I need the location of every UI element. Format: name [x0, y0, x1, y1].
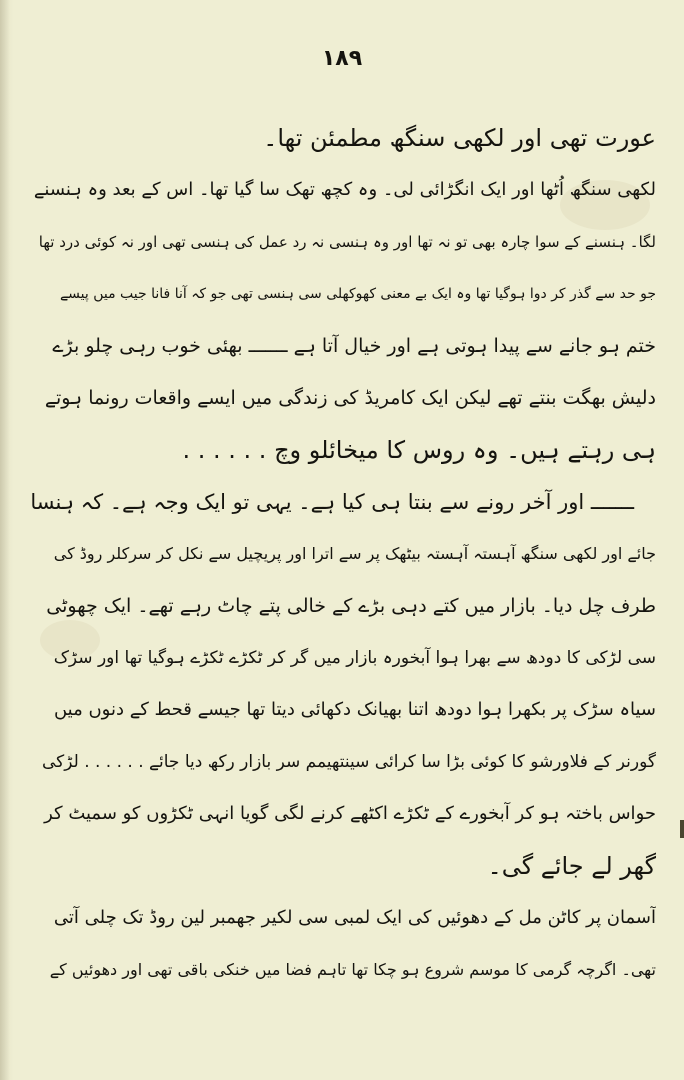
text-line: گھر لے جائے گی۔ [487, 852, 656, 880]
text-line: ہی رہتے ہیں۔ وہ روس کا میخائلو وچ . . . . . . [182, 436, 656, 464]
text-line: سی لڑکی کا دودھ سے بھرا ہوا آبخورہ بازار میں گر کر ٹکڑے ٹکڑے ہوگیا تھا اور سڑک [53, 648, 656, 668]
text-line: تھی۔ اگرچہ گرمی کا موسم شروع ہو چکا تھا تاہم فضا میں خنکی باقی تھی اور دھوئیں کے [49, 960, 656, 979]
binding-shadow [0, 0, 10, 1080]
text-line: گورنر کے فلاورشو کا کوئی بڑا سا کرائی سینتھیمم سر بازار رکھ دیا جائے . . . . . . لڑکی [41, 752, 656, 772]
text-line: ختم ہو جانے سے پیدا ہوتی ہے اور خیال آتا ہے ـــــــ بھئی خوب رہی چلو بڑے [52, 335, 656, 357]
text-line: آسمان پر کاٹن مل کے دھوئیں کی ایک لمبی سی لکیر جھمبر لین روڈ تک چلی آتی [53, 907, 656, 928]
text-line: عورت تھی اور لکھی سنگھ مطمئن تھا۔ [263, 124, 656, 152]
text-line: لکھی سنگھ اُٹھا اور ایک انگڑائی لی۔ وہ کچھ تھک سا گیا تھا۔ اس کے بعد وہ ہنسنے [33, 179, 656, 200]
text-line: ـــــــ اور آخر رونے سے بنتا ہی کیا ہے۔ یہی تو ایک وجہ ہے۔ کہ ہنسا [30, 490, 634, 514]
text-line: سیاہ سڑک پر بکھرا ہوا دودھ اتنا بھیانک دکھائی دیتا تھا جیسے قحط کے دنوں میں [53, 699, 656, 720]
text-line: جو حد سے گذر کر دوا ہوگیا تھا وہ ایک بے معنی کھوکھلی سی ہنسی تھی جو کہ آنا فانا جیب میں پیسے [59, 286, 656, 302]
text-line: لگا۔ ہنسنے کے سوا چارہ بھی تو نہ تھا اور وہ ہنسی نہ رد عمل کی ہنسی تھی اور نہ کوئی درد تھا [38, 233, 656, 251]
text-line: جائے اور لکھی سنگھ آہستہ آہستہ بیٹھک پر سے اترا اور پریچیل سے نکل کر سرکلر روڈ کی [53, 544, 656, 563]
margin-mark [680, 820, 684, 838]
page-number: ١٨٩ [321, 46, 363, 71]
text-line: حواس باختہ ہو کر آبخورے کے ٹکڑے اکٹھے کرنے لگی گویا انہی ٹکڑوں کو سمیٹ کر [44, 803, 656, 824]
text-line: طرف چل دیا۔ بازار میں کتے دہی بڑے کے خالی پتے چاٹ رہے تھے۔ ایک چھوٹی [46, 595, 656, 617]
text-line: دلیش بھگت بنتے تھے لیکن ایک کامریڈ کی زندگی میں ایسے واقعات رونما ہوتے [44, 387, 656, 409]
body-text [24, 112, 656, 996]
